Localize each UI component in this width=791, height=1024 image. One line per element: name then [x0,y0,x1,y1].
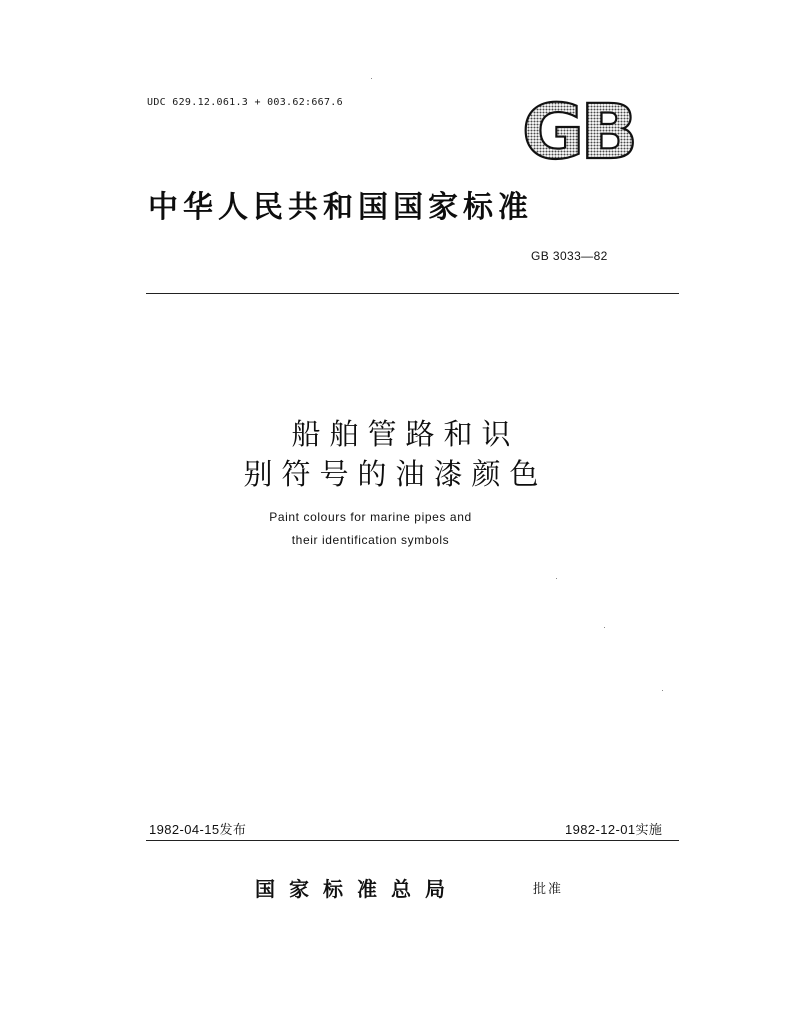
chinese-title-line-1: 船舶管路和识 [291,417,520,451]
issue-date: 1982-04-15发布 [149,822,247,837]
top-divider [146,293,679,294]
scan-speck [604,627,605,628]
standard-code: GB 3033—82 [531,249,608,263]
english-title-line-1: Paint colours for marine pipes and [269,510,472,524]
bottom-divider [146,840,679,841]
gb-logo-text: GB [521,96,635,164]
english-title-line-2: their identification symbols [291,533,450,547]
udc-classification: UDC 629.12.061.3 + 003.62:667.6 [147,97,343,108]
issuing-authority: 国家标准总局 [255,877,459,901]
gb-logo [512,96,644,164]
scan-speck [556,578,557,579]
chinese-title-line-2: 别符号的油漆颜色 [243,457,548,491]
scan-speck [662,690,663,691]
gb-logo-graphic [512,96,644,164]
implementation-date: 1982-12-01实施 [565,822,663,837]
scan-speck [371,78,372,79]
approval-note: 批准 [533,882,564,897]
national-standard-title: 中华人民共和国国家标准 [148,190,533,225]
